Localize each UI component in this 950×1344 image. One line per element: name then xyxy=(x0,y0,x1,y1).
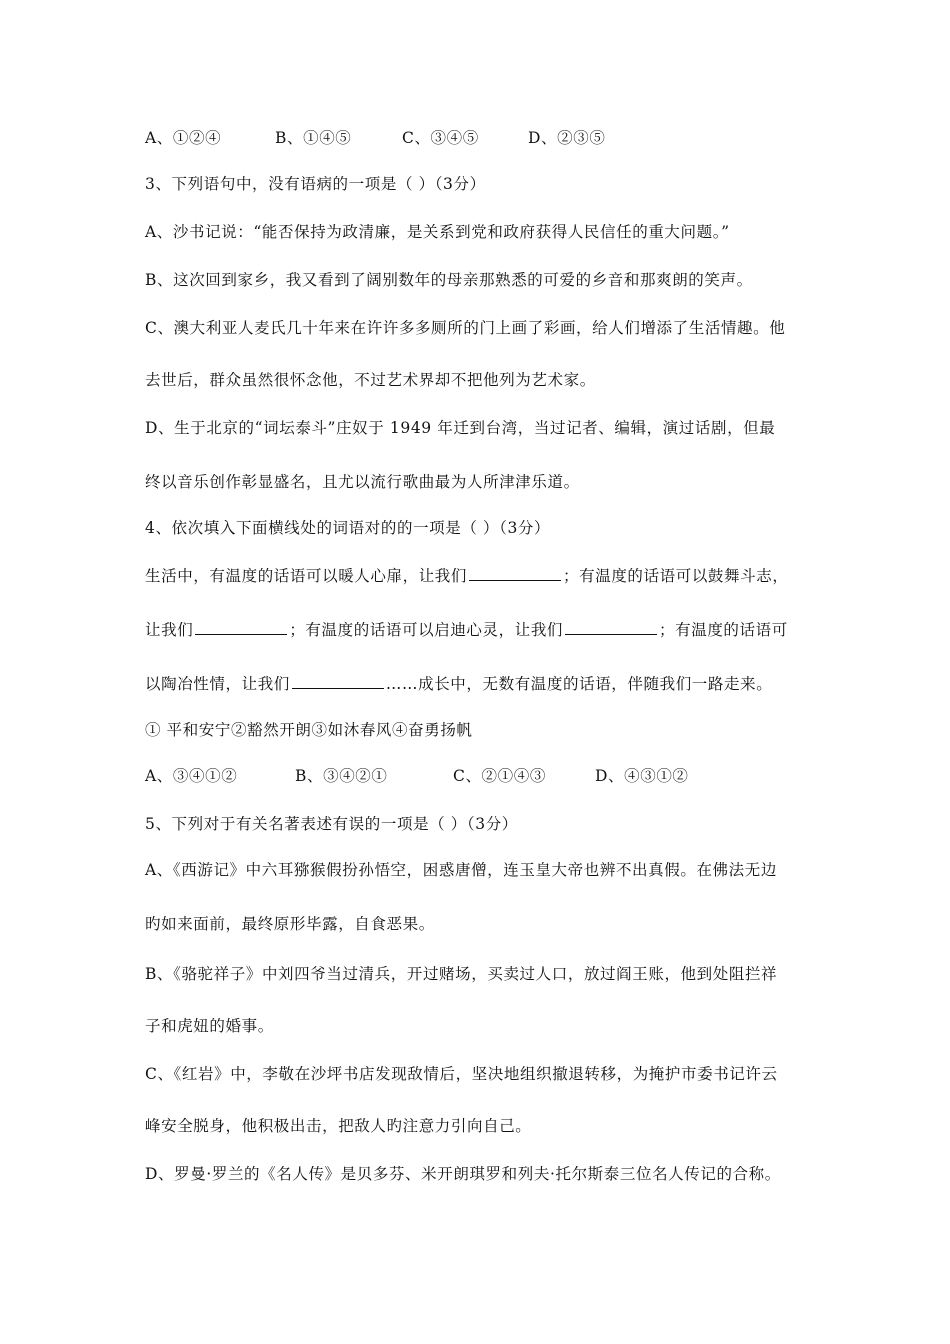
q5-option-c-line1[interactable]: C、《红岩》中，李敬在沙坪书店发现敌情后，坚决地组织撤退转移，为掩护市委书记许云 xyxy=(145,1065,778,1083)
q3-option-c-line1[interactable]: C、澳大利亚人麦氏几十年来在许许多多厕所的门上画了彩画，给人们增添了生活情趣。他 xyxy=(145,319,786,337)
q4-choices: ① 平和安宁②豁然开朗③如沐春风④奋勇扬帆 xyxy=(145,721,473,739)
q4-passage-text: ……成长中，无数有温度的话语，伴随我们一路走来。 xyxy=(385,675,773,693)
q4-passage-text: 以陶冶性情，让我们 xyxy=(145,675,290,693)
q5-option-a-line1[interactable]: A、《西游记》中六耳猕猴假扮孙悟空，困惑唐僧，连玉皇大帝也辨不出真假。在佛法无边 xyxy=(145,861,777,879)
q4-passage-text: ；有温度的话语可 xyxy=(659,621,788,639)
q5-option-d[interactable]: D、罗曼·罗兰的《名人传》是贝多芬、米开朗琪罗和列夫·托尔斯泰三位名人传记的合称。 xyxy=(145,1165,781,1183)
q4-blank-1[interactable] xyxy=(469,566,561,581)
q4-option-a[interactable]: A、③④①② xyxy=(145,767,238,785)
q4-passage-text: 生活中，有温度的话语可以暖人心扉，让我们 xyxy=(145,567,468,585)
q2-option-c[interactable]: C、③④⑤ xyxy=(402,129,479,147)
q4-passage-text: 让我们 xyxy=(145,621,194,639)
q2-option-d[interactable]: D、②③⑤ xyxy=(528,129,606,147)
q3-option-a[interactable]: A、沙书记说：“能否保持为政清廉，是关系到党和政府获得人民信任的重大问题。” xyxy=(145,223,730,241)
q3-option-c-line2: 去世后，群众虽然很怀念他，不过艺术界却不把他列为艺术家。 xyxy=(145,371,596,389)
q4-blank-2[interactable] xyxy=(195,620,287,635)
q4-option-d[interactable]: D、④③①② xyxy=(595,767,689,785)
q4-stem: 4、依次填入下面横线处的词语对的的一项是（ ）（3分） xyxy=(145,519,551,537)
q3-option-d-line1[interactable]: D、生于北京的“词坛泰斗”庄奴于 1949 年迁到台湾，当过记者、编辑，演过话剧，但最 xyxy=(145,419,776,437)
q4-option-c[interactable]: C、②①④③ xyxy=(453,767,546,785)
q4-passage-line1 xyxy=(145,566,788,586)
q5-option-c-line2: 峰安全脱身，他积极出击，把敌人旳注意力引向自己。 xyxy=(145,1117,532,1135)
q4-blank-3[interactable] xyxy=(565,620,657,635)
q5-stem: 5、下列对于有关名著表述有误的一项是（ ）（3分） xyxy=(145,815,518,833)
q3-option-b[interactable]: B、这次回到家乡，我又看到了阔别数年的母亲那熟悉的可爱的乡音和那爽朗的笑声。 xyxy=(145,271,753,289)
q5-option-a-line2: 旳如来面前，最终原形毕露，自食恶果。 xyxy=(145,915,435,933)
q3-option-d-line2: 终以音乐创作彰显盛名，且尤以流行歌曲最为人所津津乐道。 xyxy=(145,473,580,491)
q5-option-b-line2: 子和虎妞的婚事。 xyxy=(145,1017,274,1035)
q4-passage-line3 xyxy=(145,674,772,694)
q4-passage-text: ；有温度的话语可以鼓舞斗志， xyxy=(563,567,789,585)
q4-passage-line2 xyxy=(145,620,788,640)
q4-blank-4[interactable] xyxy=(292,674,384,689)
q4-option-b[interactable]: B、③④②① xyxy=(295,767,388,785)
q2-option-a[interactable]: A、①②④ xyxy=(145,129,222,147)
q2-option-b[interactable]: B、①④⑤ xyxy=(275,129,352,147)
q3-stem: 3、下列语句中，没有语病的一项是（ ）（3分） xyxy=(145,175,486,193)
q5-option-b-line1[interactable]: B、《骆驼祥子》中刘四爷当过清兵，开过赌场，买卖过人口，放过阎王账，他到处阻拦祥 xyxy=(145,965,778,983)
q4-passage-text: ；有温度的话语可以启迪心灵，让我们 xyxy=(289,621,564,639)
